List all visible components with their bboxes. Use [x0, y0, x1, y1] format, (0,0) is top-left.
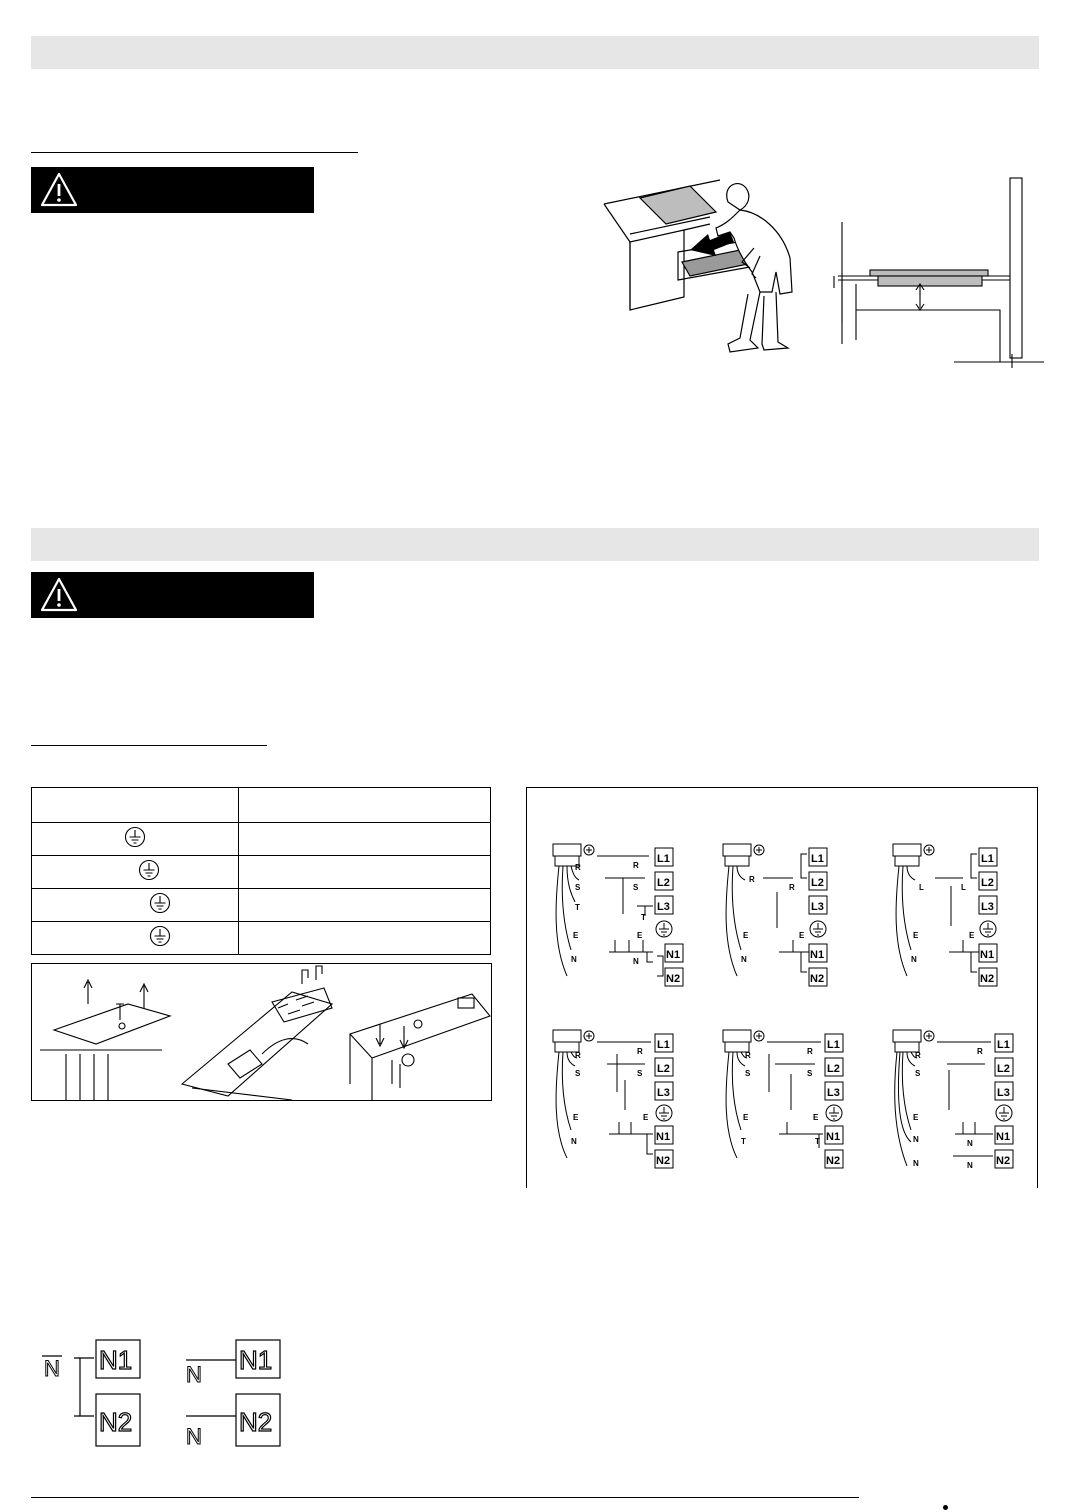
- terminal-n2-label: N2: [239, 1407, 273, 1437]
- earth-ground-icon: [149, 925, 171, 947]
- table-cell: [239, 922, 491, 955]
- wire-label: R: [575, 1051, 581, 1060]
- terminal-label: L2: [827, 1063, 840, 1075]
- wire-label: N: [913, 1159, 919, 1168]
- wire-label: E: [573, 1113, 579, 1122]
- table-row: [32, 856, 491, 889]
- table-cell: [32, 856, 239, 889]
- terminal-n1-label: N1: [239, 1345, 273, 1375]
- wire-label: E: [573, 931, 579, 940]
- wire-label: R: [807, 1047, 813, 1056]
- wire-label: R: [789, 883, 795, 892]
- wiring-diagram-5: [723, 1030, 843, 1168]
- terminal-label: L2: [997, 1063, 1010, 1075]
- neutral-label: N: [186, 1362, 202, 1387]
- wire-label: R: [633, 861, 639, 870]
- subheading-rule-1: [31, 152, 358, 153]
- wire-label: N: [967, 1139, 973, 1148]
- earth-ground-icon: [149, 892, 171, 914]
- wire-label: R: [745, 1051, 751, 1060]
- terminal-label: L1: [981, 853, 994, 865]
- wire-label: E: [969, 931, 975, 940]
- terminal-label: L1: [997, 1039, 1010, 1051]
- wire-label: E: [813, 1113, 819, 1122]
- terminal-label: L3: [657, 1087, 670, 1099]
- wiring-diagram-2: [723, 844, 827, 986]
- wire-label: T: [575, 903, 580, 912]
- wire-label: E: [643, 1113, 649, 1122]
- wire-label: S: [745, 1069, 751, 1078]
- cutout-section-diagram: [832, 172, 1044, 368]
- table-cell: [239, 889, 491, 922]
- terminal-label: L3: [657, 901, 670, 913]
- terminal-label: L1: [811, 853, 824, 865]
- wire-label: E: [743, 1113, 749, 1122]
- terminal-label: N1: [666, 949, 681, 961]
- terminal-label: L3: [811, 901, 824, 913]
- terminal-label: L2: [981, 877, 994, 889]
- terminal-label: L2: [657, 877, 670, 889]
- wire-label: N: [911, 955, 917, 964]
- earth-ground-icon: [138, 859, 160, 881]
- neutral-bridge-detail: [36, 1336, 296, 1450]
- wire-label: E: [637, 931, 643, 940]
- wire-label: E: [913, 931, 919, 940]
- wire-label: T: [815, 1137, 820, 1146]
- wiring-diagram-1: [553, 844, 683, 986]
- terminal-label: L1: [827, 1039, 840, 1051]
- wire-label: S: [637, 1069, 643, 1078]
- wire-label: T: [741, 1137, 746, 1146]
- wire-label: N: [571, 955, 577, 964]
- wire-label: S: [915, 1069, 921, 1078]
- terminal-label: L3: [827, 1087, 840, 1099]
- wire-label: R: [637, 1047, 643, 1056]
- terminal-label: L1: [657, 853, 670, 865]
- table-header-cell: [32, 788, 239, 823]
- table-cell: [32, 823, 239, 856]
- table-row: [32, 922, 491, 955]
- footer-rule: [31, 1497, 859, 1498]
- terminal-label: N1: [656, 1131, 671, 1143]
- wire-label: R: [977, 1047, 983, 1056]
- neutral-label: N: [44, 1356, 60, 1381]
- terminal-label: N2: [656, 1155, 671, 1167]
- subheading-rule-2: [31, 745, 267, 746]
- wire-label: N: [633, 957, 639, 966]
- wire-label: N: [571, 1137, 577, 1146]
- table-cell: [32, 889, 239, 922]
- terminal-label: N2: [810, 973, 825, 985]
- terminal-label: L3: [981, 901, 994, 913]
- terminal-label: N1: [810, 949, 825, 961]
- terminal-label: L2: [657, 1063, 670, 1075]
- wire-label: T: [641, 913, 646, 922]
- wire-label: S: [633, 883, 639, 892]
- earth-ground-icon: [124, 826, 146, 848]
- table-cell: [239, 856, 491, 889]
- table-header-cell: [239, 788, 491, 823]
- warning-triangle-icon: [39, 170, 79, 210]
- page-marker: [943, 1505, 948, 1510]
- wire-label: L: [961, 883, 966, 892]
- section-header-band-electrical: [31, 528, 1039, 561]
- cable-table: [31, 787, 491, 955]
- terminal-cover-illustration: [32, 964, 491, 1100]
- wiring-diagram-3: [893, 844, 997, 986]
- warning-box-2: [31, 572, 314, 618]
- wire-label: R: [915, 1051, 921, 1060]
- section-header-band-installation: [31, 36, 1039, 69]
- table-cell: [239, 823, 491, 856]
- wire-label: E: [799, 931, 805, 940]
- terminal-label: N2: [980, 973, 995, 985]
- table-header-row: [32, 788, 491, 823]
- warning-box-1: [31, 167, 314, 213]
- wire-label: L: [919, 883, 924, 892]
- table-row: [32, 889, 491, 922]
- wire-label: S: [575, 883, 581, 892]
- wire-label: E: [743, 931, 749, 940]
- wire-label: E: [913, 1113, 919, 1122]
- wire-label: S: [575, 1069, 581, 1078]
- terminal-label: L2: [811, 877, 824, 889]
- terminal-label: N1: [980, 949, 995, 961]
- neutral-label: N: [186, 1424, 202, 1449]
- wiring-diagram-4: [553, 1030, 673, 1168]
- wiring-diagrams-panel: [526, 787, 1038, 1188]
- table-cell: [32, 922, 239, 955]
- wire-label: N: [967, 1161, 973, 1170]
- terminal-n2-label: N2: [99, 1407, 133, 1437]
- installation-person-illustration: [600, 172, 810, 368]
- terminal-label: N2: [996, 1155, 1011, 1167]
- wire-label: S: [807, 1069, 813, 1078]
- terminal-block-illustrations: [31, 963, 492, 1101]
- terminal-label: N1: [826, 1131, 841, 1143]
- terminal-label: L1: [657, 1039, 670, 1051]
- wiring-diagram-6: [893, 1030, 1013, 1170]
- terminal-label: N2: [666, 973, 681, 985]
- wire-label: N: [741, 955, 747, 964]
- wire-label: R: [749, 875, 755, 884]
- warning-triangle-icon: [39, 575, 79, 615]
- terminal-n1-label: N1: [99, 1345, 133, 1375]
- terminal-label: N1: [996, 1131, 1011, 1143]
- wire-label: R: [575, 863, 581, 872]
- terminal-label: L3: [997, 1087, 1010, 1099]
- wire-label: N: [913, 1135, 919, 1144]
- terminal-label: N2: [826, 1155, 841, 1167]
- table-row: [32, 823, 491, 856]
- wiring-diagrams: [527, 788, 1037, 1188]
